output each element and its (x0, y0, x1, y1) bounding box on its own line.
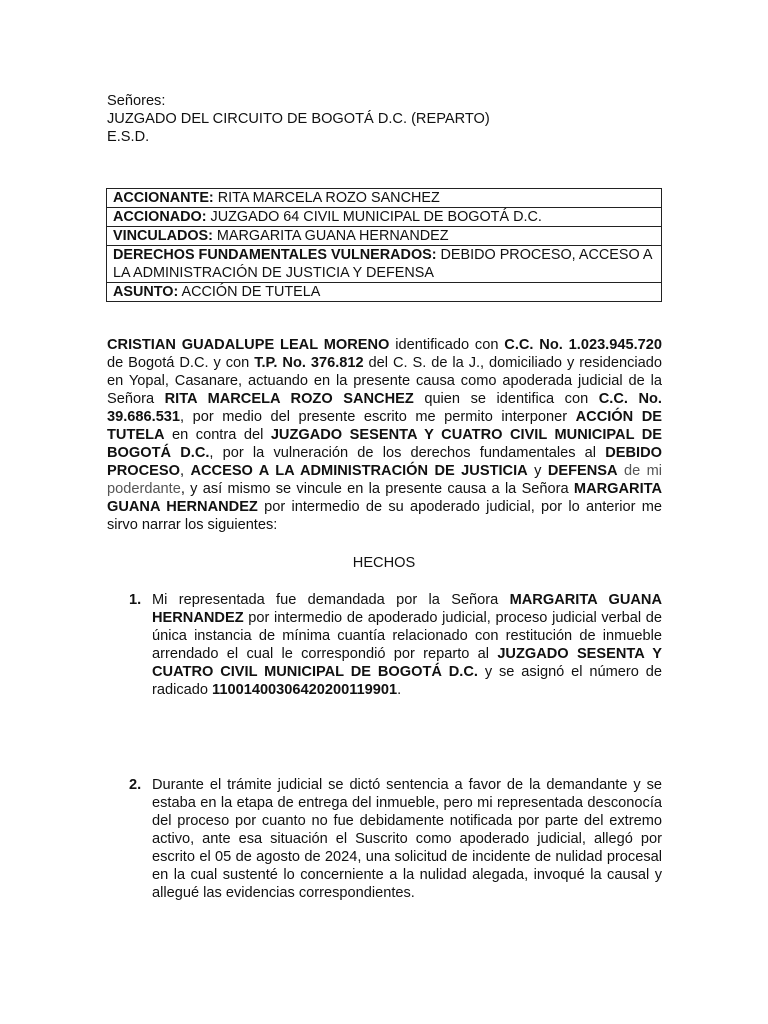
salutation: Señores: (107, 93, 166, 109)
row-value: JUZGADO 64 CIVIL MUNICIPAL DE BOGOTÁ D.C. (206, 209, 542, 225)
intro-segment: por intermedio de su apoderado judicial, por lo anterior me sirvo narrar los siguientes: (107, 499, 663, 533)
row-label: ASUNTO: (113, 284, 179, 300)
intro-segment: , y así mismo se vincule en la presente causa a la Señora (180, 481, 574, 497)
table-row (107, 208, 662, 227)
item-segment: por intermedio de apoderado judicial, proceso judicial verbal de única instancia de mínima cuantía relacionado con restitución de inmueble arrendado el cual le correspondió por reparto al (152, 610, 662, 662)
item-segment: . (397, 682, 402, 698)
row-value: DEBIDO PROCESO, ACCESO A LA ADMINISTRACIÓN DE JUSTICIA Y DEFENSA (113, 247, 652, 281)
item-segment: y se asignó el número de radicado (152, 664, 662, 698)
intro-segment: C.C. No. 1.023.945.720 (504, 337, 662, 353)
intro-segment: y (527, 463, 548, 479)
row-value: RITA MARCELA ROZO SANCHEZ (213, 190, 440, 206)
row-value: ACCIÓN DE TUTELA (178, 284, 321, 300)
intro-segment: de mi poderdante (107, 463, 663, 497)
intro-segment: , por la vulneración de los derechos fundamentales al (209, 445, 606, 461)
table-row (107, 189, 662, 208)
intro-segment: identificado con (389, 337, 505, 353)
table-row (107, 227, 662, 246)
intro-segment: , (179, 463, 191, 479)
table-cell (107, 246, 662, 283)
intro-segment: RITA MARCELA ROZO SANCHEZ (164, 391, 414, 407)
court-name: JUZGADO DEL CIRCUITO DE BOGOTÁ D.C. (REPARTO) (107, 111, 490, 127)
table-cell (107, 227, 662, 246)
intro-segment: , por medio del presente escrito me permito interponer (180, 409, 576, 425)
item-segment: 11001400306420200119901 (212, 682, 398, 698)
table-row (107, 246, 662, 283)
table-cell (107, 208, 662, 227)
intro-segment: de Bogotá D.C. y con (107, 355, 255, 371)
intro-segment: en contra del (164, 427, 271, 443)
table-row (107, 283, 662, 302)
row-label: ACCIONADO: (113, 209, 207, 225)
intro-segment: DEFENSA (547, 463, 618, 479)
item-number: 2. (129, 777, 142, 793)
intro-segment: JUZGADO SESENTA Y CUATRO CIVIL MUNICIPAL DE BOGOTÁ D.C. (107, 427, 662, 461)
intro-segment: C.C. No. 39.686.531 (107, 391, 662, 425)
case-info-table (106, 188, 662, 302)
intro-segment: T.P. No. 376.812 (254, 355, 364, 371)
table-cell (107, 283, 662, 302)
item-text: Durante el trámite judicial se dictó sentencia a favor de la demandante y se estaba en la etapa de entrega del inmueble, pero mi representada desconocía del proceso por cuanto no fue debidamente notificada por parte del extremo activo, ante esa situación el Suscrito como apoderado judicial, allegó por escrito el 05 de agosto de 2024, una solicitud de incidente de nulidad procesal en la cual sustenté lo concerniente a la nulidad alegada, invoqué la causal y allegué las evidencias correspondientes. (152, 777, 662, 901)
intro-segment: del C. S. de la J., domiciliado y residenciado en Yopal, Casanare, actuando en la presente causa como apoderada judicial de la Señora (107, 355, 662, 407)
item-segment: Mi representada fue demandada por la Señora (152, 592, 510, 608)
table-cell (107, 189, 662, 208)
list-item (129, 591, 662, 699)
item-segment: MARGARITA GUANA HERNANDEZ (152, 592, 662, 626)
row-label: DERECHOS FUNDAMENTALES VULNERADOS: (113, 247, 437, 263)
row-label: ACCIONANTE: (113, 190, 214, 206)
section-heading: HECHOS (352, 555, 416, 571)
esd-line: E.S.D. (107, 129, 150, 145)
intro-segment: CRISTIAN GUADALUPE LEAL MORENO (107, 337, 390, 353)
row-label: VINCULADOS: (113, 228, 213, 244)
intro-segment: ACCESO A LA ADMINISTRACIÓN DE JUSTICIA (190, 463, 528, 479)
item-number: 1. (129, 592, 142, 608)
item-segment: JUZGADO SESENTA Y CUATRO CIVIL MUNICIPAL DE BOGOTÁ D.C. (152, 646, 662, 680)
row-value: MARGARITA GUANA HERNANDEZ (212, 228, 449, 244)
list-item (129, 776, 662, 902)
intro-segment: quien se identifica con (413, 391, 599, 407)
intro-segment: DEBIDO PROCESO (107, 445, 662, 479)
addressee-block (107, 92, 667, 146)
intro-segment: MARGARITA GUANA HERNANDEZ (107, 481, 662, 515)
intro-segment: ACCIÓN DE TUTELA (107, 409, 662, 443)
item-text (152, 591, 662, 699)
intro-paragraph (107, 336, 662, 534)
